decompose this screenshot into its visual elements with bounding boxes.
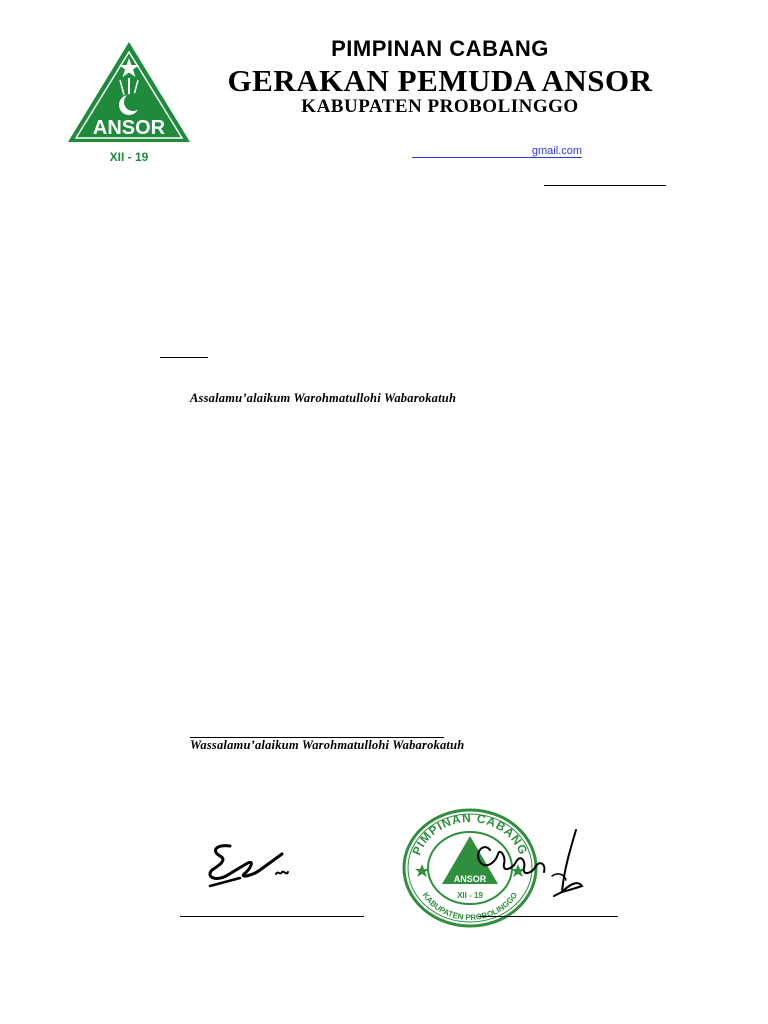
stamp-caption: XII - 19 [457,891,483,900]
stamp-center-text: ANSOR [453,874,487,884]
email-link[interactable]: gmail.com [412,145,582,158]
greeting-close: Wassalamu’alaikum Warohmatullohi Wabarokatuh [190,738,465,752]
stamp-top-text: PIMPINAN CABANG [409,810,531,858]
logo-text: ANSOR [92,117,166,139]
ansor-logo [66,40,192,166]
header-org-level: PIMPINAN CABANG [331,36,549,61]
signature-line-right [478,916,618,917]
greeting-open: Assalamu’alaikum Warohmatullohi Wabarokatuh [190,391,457,405]
header-org-name: GERAKAN PEMUDA ANSOR [227,63,653,98]
signature-left [200,836,320,896]
signature-right [466,826,596,906]
header-region: KABUPATEN PROBOLINGGO [301,96,579,117]
date-line [544,185,666,186]
stamp-bottom-text: KABUPATEN PROBOLINGGO [420,890,520,923]
star-icon [415,864,429,877]
logo-caption: XII - 19 [109,150,149,164]
signature-line-left [180,916,364,917]
subject-line [160,357,208,358]
